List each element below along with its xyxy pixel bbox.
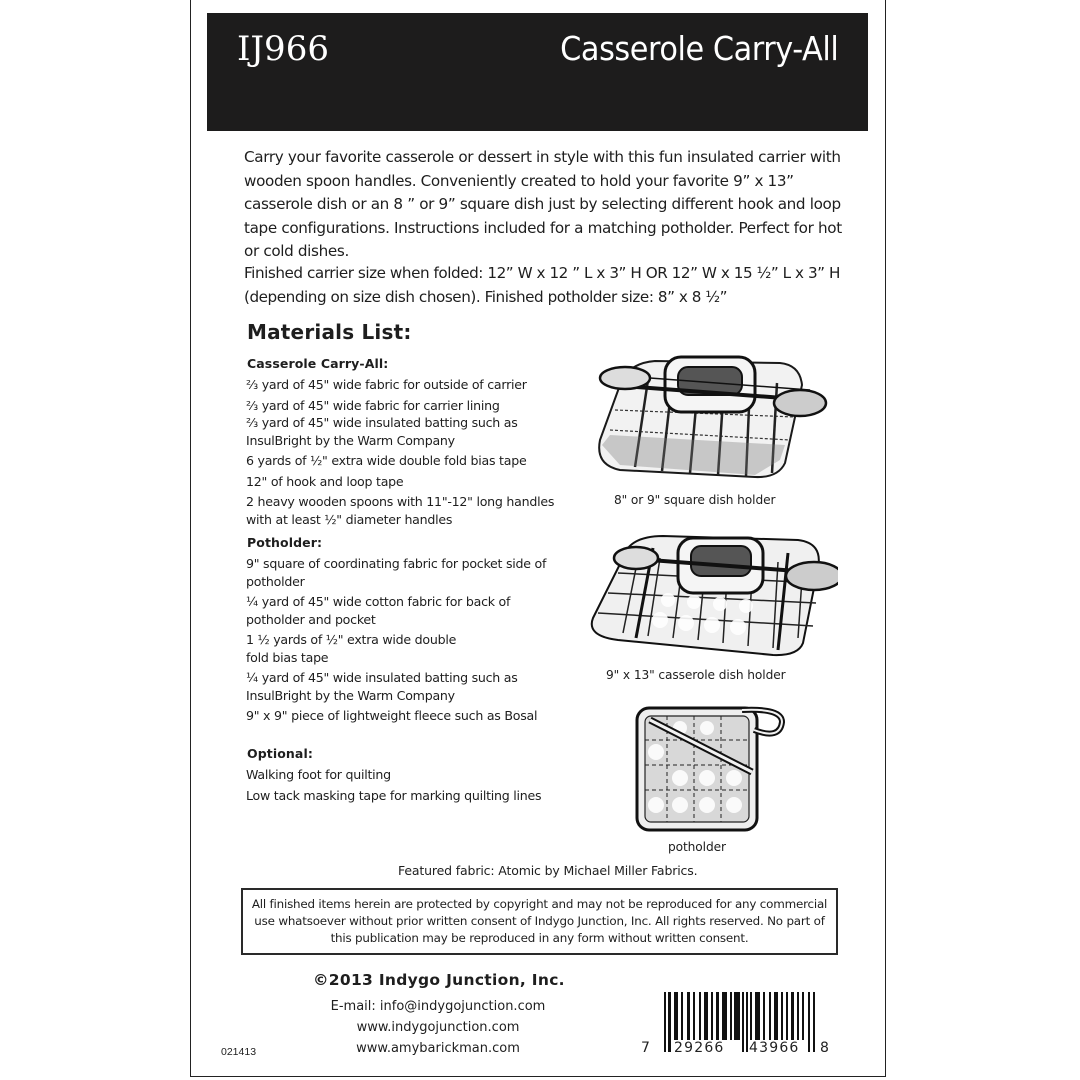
copyright-notice: All finished items herein are protected by copyright and may not be reproduced for any commercial use whatsoever without prior written consent of Indygo Junction, Inc. All rights reserved. No part of this publication may be reproduced in any form without written consent.: [241, 888, 838, 955]
pattern-title: Casserole Carry-All: [559, 29, 838, 68]
material-item: Walking foot for quilting: [246, 767, 391, 782]
material-item: 9" x 9" piece of lightweight fleece such as Bosal: [246, 708, 538, 723]
material-item: ⅔ yard of 45" wide fabric for outside of carrier: [246, 377, 527, 392]
material-item: 6 yards of ½" extra wide double fold bias tape: [246, 453, 527, 468]
pattern-description: Carry your favorite casserole or dessert in style with this fun insulated carrier with wooden spoon handles. Conveniently created to hold your favorite 9” x 13” casserole dish or an 8 ” or 9” square dish just by selecting different hook and loop tape configurations. Instructions included for a matching potholder. Perfect for hot or cold dishes.: [244, 148, 842, 260]
barcode-left-digits: 29266: [674, 1040, 725, 1056]
company-copyright: ©2013 Indygo Junction, Inc.: [313, 971, 565, 989]
barcode-right-digits: 43966: [749, 1040, 800, 1056]
title-banner: [207, 13, 868, 131]
potholder-materials: [246, 555, 566, 728]
material-item: ⅔ yard of 45" wide insulated batting such as InsulBright by the Warm Company: [246, 415, 518, 448]
material-item: 1 ½ yards of ½" extra wide double fold bias tape: [246, 632, 457, 665]
material-item: ¼ yard of 45" wide insulated batting such as InsulBright by the Warm Company: [246, 670, 518, 703]
material-item: ⅔ yard of 45" wide fabric for carrier lining: [246, 397, 500, 413]
email-address: E-mail: info@indygojunction.com: [330, 999, 546, 1014]
materials-list-heading: Materials List:: [247, 320, 412, 344]
featured-fabric-note: Featured fabric: Atomic by Michael Miller Fabrics.: [398, 863, 698, 878]
material-item: ¼ yard of 45" wide cotton fabric for back of potholder and pocket: [246, 594, 511, 627]
figure-caption: 8" or 9" square dish holder: [614, 493, 776, 507]
potholder-illustration: [632, 700, 792, 835]
material-item: Low tack masking tape for marking quilting lines: [246, 787, 542, 803]
barcode-leading-digit: 7: [641, 1040, 652, 1056]
material-item: 2 heavy wooden spoons with 11"-12" long handles with at least ½" diameter handles: [246, 494, 555, 527]
finished-sizes: Finished carrier size when folded: 12” W x 12 ” L x 3” H OR 12” W x 15 ½” L x 3” H (depending on size dish chosen). Finished potholder size: 8” x 8 ½”: [244, 264, 840, 306]
figure-caption: potholder: [668, 840, 726, 854]
section-heading-potholder: Potholder:: [247, 535, 323, 550]
website-amybarickman: www.amybarickman.com: [356, 1041, 520, 1056]
carry-all-materials: [246, 376, 566, 531]
figure-caption: 9" x 13" casserole dish holder: [606, 668, 786, 682]
square-carrier-illustration: [580, 345, 830, 480]
optional-materials: [246, 766, 566, 807]
pattern-code: IJ966: [237, 29, 329, 69]
material-item: 9" square of coordinating fabric for pocket side of potholder: [246, 556, 547, 589]
barcode-check-digit: 8: [820, 1040, 831, 1056]
casserole-carrier-illustration: [578, 528, 838, 658]
section-heading-optional: Optional:: [247, 746, 313, 761]
contact-info: [318, 996, 558, 1059]
material-item: 12" of hook and loop tape: [246, 473, 404, 489]
website-indygo: www.indygojunction.com: [356, 1020, 520, 1035]
section-heading-carry-all: Casserole Carry-All:: [247, 356, 389, 371]
print-date-code: 021413: [221, 1046, 257, 1058]
